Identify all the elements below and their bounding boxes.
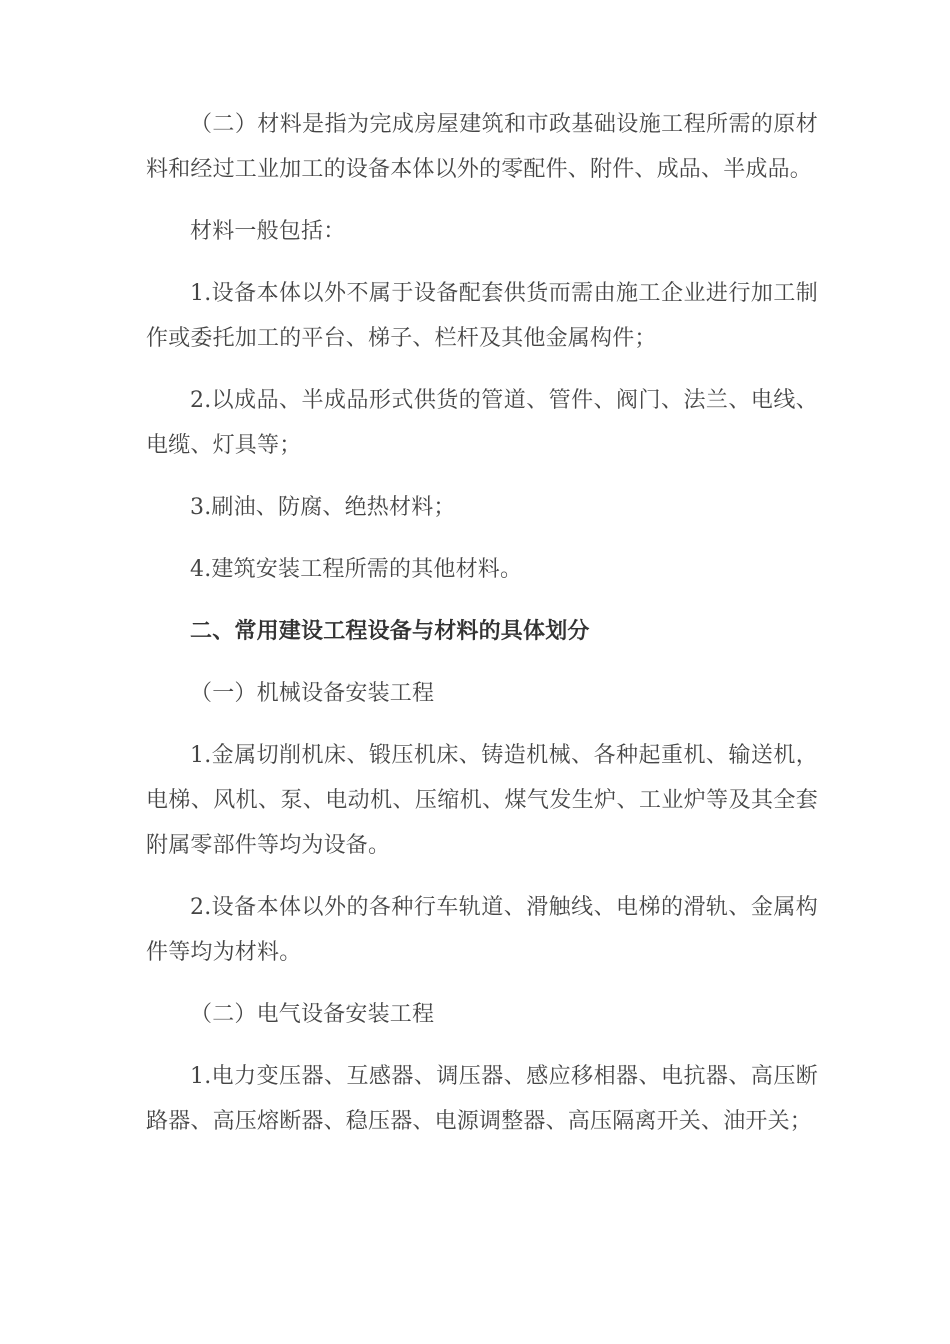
subsection-heading-mechanical: （一）机械设备安装工程 — [190, 681, 435, 706]
paragraph-materials-definition: （二）材料是指为完成房屋建筑和市政基础设施工程所需的原材料和经过工业加工的设备本体以外的零配件、附件、成品、半成品。 — [146, 112, 818, 182]
paragraph-materials-item-4: 4.建筑安装工程所需的其他材料。 — [190, 557, 523, 582]
paragraph-mechanical-item-2: 2.设备本体以外的各种行车轨道、滑触线、电梯的滑轨、金属构件等均为材料。 — [146, 895, 818, 965]
paragraph-materials-item-3: 3.刷油、防腐、绝热材料； — [190, 495, 456, 520]
paragraph-mechanical-item-1: 1.金属切削机床、锻压机床、铸造机械、各种起重机、输送机，电梯、风机、泵、电动机、压缩机、煤气发生炉、工业炉等及其全套附属零部件等均为设备。 — [146, 743, 818, 858]
paragraph-materials-item-1: 1.设备本体以外不属于设备配套供货而需由施工企业进行加工制作或委托加工的平台、梯子、栏杆及其他金属构件； — [146, 281, 818, 351]
section-heading: 二、常用建设工程设备与材料的具体划分 — [190, 618, 590, 644]
paragraph-electrical-item-1: 1.电力变压器、互感器、调压器、感应移相器、电抗器、高压断路器、高压熔断器、稳压器、电源调整器、高压隔离开关、油开关； — [146, 1064, 818, 1134]
subsection-heading-electrical: （二）电气设备安装工程 — [190, 1002, 435, 1027]
paragraph-materials-item-2: 2.以成品、半成品形式供货的管道、管件、阀门、法兰、电线、电缆、灯具等； — [146, 388, 818, 458]
paragraph-materials-include: 材料一般包括： — [190, 219, 346, 244]
document-body — [146, 102, 818, 1161]
